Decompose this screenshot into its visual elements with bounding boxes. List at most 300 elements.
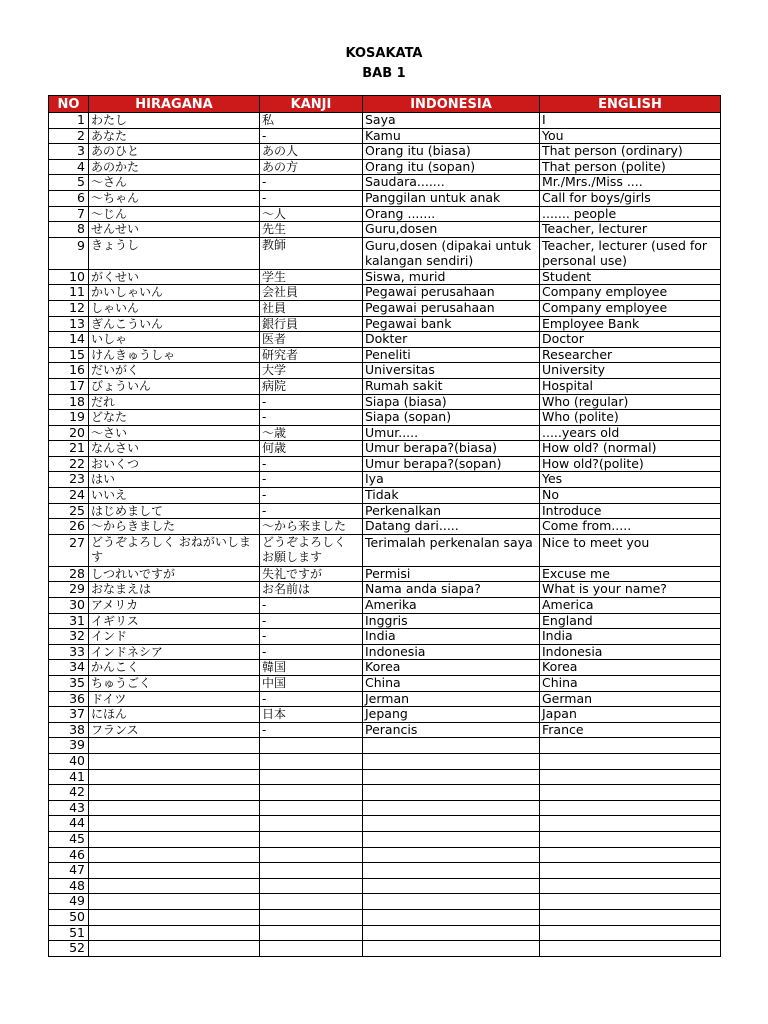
- cell-indonesia: [363, 847, 540, 863]
- cell-no: 13: [49, 316, 89, 332]
- table-row: [49, 503, 721, 519]
- cell-hiragana: [89, 863, 260, 879]
- cell-indonesia: Pegawai perusahaan: [363, 300, 540, 316]
- cell-indonesia: Orang itu (sopan): [363, 159, 540, 175]
- cell-kanji: [260, 847, 363, 863]
- cell-indonesia: Iya: [363, 472, 540, 488]
- cell-hiragana: だいがく: [89, 363, 260, 379]
- cell-hiragana: アメリカ: [89, 598, 260, 614]
- cell-english: Yes: [540, 472, 721, 488]
- cell-indonesia: Perancis: [363, 722, 540, 738]
- table-row: [49, 332, 721, 348]
- cell-hiragana: がくせい: [89, 269, 260, 285]
- cell-indonesia: [363, 831, 540, 847]
- cell-kanji: あの人: [260, 144, 363, 160]
- cell-english: [540, 785, 721, 801]
- header-indonesia: INDONESIA: [363, 96, 540, 113]
- document-title: KOSAKATA: [345, 46, 423, 61]
- cell-no: 30: [49, 598, 89, 614]
- cell-english: England: [540, 613, 721, 629]
- table-row: [49, 347, 721, 363]
- cell-kanji: -: [260, 644, 363, 660]
- cell-hiragana: けんきゅうしゃ: [89, 347, 260, 363]
- cell-hiragana: [89, 878, 260, 894]
- cell-no: 29: [49, 582, 89, 598]
- cell-no: 11: [49, 285, 89, 301]
- table-header: [49, 96, 721, 113]
- cell-hiragana: かんこく: [89, 660, 260, 676]
- cell-no: 1: [49, 113, 89, 129]
- cell-english: [540, 738, 721, 754]
- cell-hiragana: はい: [89, 472, 260, 488]
- cell-english: Come from.....: [540, 519, 721, 535]
- cell-kanji: あの方: [260, 159, 363, 175]
- cell-english: You: [540, 128, 721, 144]
- cell-english: Teacher, lecturer (used for personal use): [540, 237, 721, 269]
- cell-indonesia: Siapa (biasa): [363, 394, 540, 410]
- cell-kanji: 教師: [260, 237, 363, 269]
- table-row: [49, 941, 721, 957]
- cell-kanji: [260, 800, 363, 816]
- cell-kanji: 研究者: [260, 347, 363, 363]
- cell-kanji: [260, 769, 363, 785]
- cell-indonesia: Pegawai perusahaan: [363, 285, 540, 301]
- cell-english: Call for boys/girls: [540, 190, 721, 206]
- table-row: [49, 816, 721, 832]
- document-header: [0, 44, 768, 84]
- cell-english: Student: [540, 269, 721, 285]
- cell-english: India: [540, 629, 721, 645]
- cell-english: What is your name?: [540, 582, 721, 598]
- cell-no: 33: [49, 644, 89, 660]
- cell-indonesia: Inggris: [363, 613, 540, 629]
- cell-indonesia: Siapa (sopan): [363, 410, 540, 426]
- cell-indonesia: [363, 909, 540, 925]
- cell-no: 5: [49, 175, 89, 191]
- cell-indonesia: Permisi: [363, 566, 540, 582]
- cell-indonesia: [363, 941, 540, 957]
- table-row: [49, 894, 721, 910]
- cell-english: [540, 925, 721, 941]
- cell-english: [540, 863, 721, 879]
- cell-indonesia: Dokter: [363, 332, 540, 348]
- cell-kanji: -: [260, 410, 363, 426]
- cell-hiragana: おいくつ: [89, 456, 260, 472]
- table-row: [49, 222, 721, 238]
- table-row: [49, 582, 721, 598]
- table-row: [49, 566, 721, 582]
- table-row: [49, 128, 721, 144]
- cell-kanji: 先生: [260, 222, 363, 238]
- cell-english: [540, 816, 721, 832]
- cell-kanji: -: [260, 456, 363, 472]
- cell-no: 34: [49, 660, 89, 676]
- cell-hiragana: ドイツ: [89, 691, 260, 707]
- cell-indonesia: [363, 878, 540, 894]
- cell-hiragana: だれ: [89, 394, 260, 410]
- cell-no: 14: [49, 332, 89, 348]
- cell-english: That person (ordinary): [540, 144, 721, 160]
- table-row: [49, 722, 721, 738]
- document-subtitle: BAB 1: [362, 66, 406, 81]
- cell-hiragana: わたし: [89, 113, 260, 129]
- cell-hiragana: あのかた: [89, 159, 260, 175]
- cell-english: I: [540, 113, 721, 129]
- cell-indonesia: Perkenalkan: [363, 503, 540, 519]
- cell-kanji: 韓国: [260, 660, 363, 676]
- cell-hiragana: おなまえは: [89, 582, 260, 598]
- cell-no: 12: [49, 300, 89, 316]
- table-row: [49, 863, 721, 879]
- cell-no: 15: [49, 347, 89, 363]
- cell-kanji: 何歳: [260, 441, 363, 457]
- cell-no: 40: [49, 753, 89, 769]
- cell-kanji: -: [260, 488, 363, 504]
- table-row: [49, 847, 721, 863]
- cell-kanji: -: [260, 175, 363, 191]
- cell-english: Company employee: [540, 285, 721, 301]
- table-row: [49, 190, 721, 206]
- table-row: [49, 691, 721, 707]
- cell-indonesia: [363, 753, 540, 769]
- cell-hiragana: フランス: [89, 722, 260, 738]
- cell-english: China: [540, 676, 721, 692]
- cell-hiragana: [89, 738, 260, 754]
- cell-hiragana: なんさい: [89, 441, 260, 457]
- cell-hiragana: [89, 909, 260, 925]
- cell-hiragana: きょうし: [89, 237, 260, 269]
- cell-no: 17: [49, 378, 89, 394]
- cell-indonesia: Indonesia: [363, 644, 540, 660]
- cell-english: Introduce: [540, 503, 721, 519]
- cell-indonesia: Jerman: [363, 691, 540, 707]
- table-row: [49, 378, 721, 394]
- cell-indonesia: [363, 925, 540, 941]
- table-row: [49, 300, 721, 316]
- cell-kanji: ～人: [260, 206, 363, 222]
- cell-no: 7: [49, 206, 89, 222]
- cell-indonesia: Tidak: [363, 488, 540, 504]
- cell-english: [540, 909, 721, 925]
- cell-no: 10: [49, 269, 89, 285]
- table-row: [49, 144, 721, 160]
- cell-indonesia: Universitas: [363, 363, 540, 379]
- cell-no: 24: [49, 488, 89, 504]
- cell-english: [540, 941, 721, 957]
- cell-kanji: -: [260, 190, 363, 206]
- cell-no: 43: [49, 800, 89, 816]
- cell-kanji: 私: [260, 113, 363, 129]
- table-row: [49, 316, 721, 332]
- cell-english: Nice to meet you: [540, 534, 721, 566]
- cell-kanji: [260, 941, 363, 957]
- cell-no: 22: [49, 456, 89, 472]
- cell-kanji: 社員: [260, 300, 363, 316]
- header-row: [49, 96, 721, 113]
- table-row: [49, 707, 721, 723]
- cell-kanji: 日本: [260, 707, 363, 723]
- cell-english: German: [540, 691, 721, 707]
- cell-indonesia: Saya: [363, 113, 540, 129]
- cell-hiragana: せんせい: [89, 222, 260, 238]
- cell-english: Doctor: [540, 332, 721, 348]
- cell-no: 36: [49, 691, 89, 707]
- cell-english: Excuse me: [540, 566, 721, 582]
- cell-indonesia: Rumah sakit: [363, 378, 540, 394]
- cell-indonesia: Umur berapa?(biasa): [363, 441, 540, 457]
- cell-hiragana: あなた: [89, 128, 260, 144]
- cell-indonesia: Guru,dosen: [363, 222, 540, 238]
- table-row: [49, 613, 721, 629]
- table-row: [49, 925, 721, 941]
- cell-english: America: [540, 598, 721, 614]
- table-row: [49, 738, 721, 754]
- cell-indonesia: Umur berapa?(sopan): [363, 456, 540, 472]
- cell-english: University: [540, 363, 721, 379]
- cell-indonesia: India: [363, 629, 540, 645]
- table-row: [49, 785, 721, 801]
- table-row: [49, 629, 721, 645]
- table-row: [49, 363, 721, 379]
- cell-indonesia: Guru,dosen (dipakai untuk kalangan sendiri): [363, 237, 540, 269]
- cell-english: Japan: [540, 707, 721, 723]
- table-row: [49, 410, 721, 426]
- table-row: [49, 175, 721, 191]
- table-row: [49, 159, 721, 175]
- cell-indonesia: Pegawai bank: [363, 316, 540, 332]
- cell-hiragana: [89, 753, 260, 769]
- vocabulary-table: [48, 95, 721, 957]
- cell-indonesia: Orang itu (biasa): [363, 144, 540, 160]
- cell-english: .....years old: [540, 425, 721, 441]
- cell-english: No: [540, 488, 721, 504]
- cell-no: 37: [49, 707, 89, 723]
- cell-no: 45: [49, 831, 89, 847]
- cell-no: 2: [49, 128, 89, 144]
- cell-indonesia: Amerika: [363, 598, 540, 614]
- cell-indonesia: Datang dari.....: [363, 519, 540, 535]
- cell-hiragana: インドネシア: [89, 644, 260, 660]
- cell-no: 25: [49, 503, 89, 519]
- cell-hiragana: しつれいですが: [89, 566, 260, 582]
- cell-english: Korea: [540, 660, 721, 676]
- cell-kanji: -: [260, 629, 363, 645]
- cell-kanji: [260, 909, 363, 925]
- cell-no: 39: [49, 738, 89, 754]
- cell-hiragana: ぎんこういん: [89, 316, 260, 332]
- table-row: [49, 113, 721, 129]
- header-no: NO: [49, 96, 89, 113]
- table-row: [49, 831, 721, 847]
- cell-hiragana: ちゅうごく: [89, 676, 260, 692]
- cell-indonesia: Panggilan untuk anak: [363, 190, 540, 206]
- table-row: [49, 237, 721, 269]
- table-row: [49, 909, 721, 925]
- cell-english: Mr./Mrs./Miss ....: [540, 175, 721, 191]
- cell-indonesia: Kamu: [363, 128, 540, 144]
- cell-english: How old?(polite): [540, 456, 721, 472]
- cell-hiragana: びょういん: [89, 378, 260, 394]
- cell-no: 26: [49, 519, 89, 535]
- cell-no: 23: [49, 472, 89, 488]
- cell-hiragana: [89, 816, 260, 832]
- cell-hiragana: ～さん: [89, 175, 260, 191]
- cell-hiragana: ～さい: [89, 425, 260, 441]
- table-row: [49, 394, 721, 410]
- cell-indonesia: [363, 800, 540, 816]
- cell-indonesia: [363, 738, 540, 754]
- cell-kanji: [260, 831, 363, 847]
- table-row: [49, 456, 721, 472]
- cell-no: 20: [49, 425, 89, 441]
- cell-kanji: -: [260, 394, 363, 410]
- table-row: [49, 425, 721, 441]
- cell-hiragana: どうぞよろしく おねがいします: [89, 534, 260, 566]
- header-english: ENGLISH: [540, 96, 721, 113]
- cell-indonesia: [363, 769, 540, 785]
- table-row: [49, 488, 721, 504]
- cell-kanji: [260, 878, 363, 894]
- cell-english: Employee Bank: [540, 316, 721, 332]
- table-row: [49, 206, 721, 222]
- cell-hiragana: あのひと: [89, 144, 260, 160]
- cell-kanji: -: [260, 691, 363, 707]
- table-row: [49, 660, 721, 676]
- table-row: [49, 676, 721, 692]
- cell-hiragana: [89, 894, 260, 910]
- cell-hiragana: かいしゃいん: [89, 285, 260, 301]
- cell-indonesia: [363, 785, 540, 801]
- cell-hiragana: いしゃ: [89, 332, 260, 348]
- cell-indonesia: Orang .......: [363, 206, 540, 222]
- cell-no: 44: [49, 816, 89, 832]
- cell-kanji: [260, 863, 363, 879]
- cell-no: 35: [49, 676, 89, 692]
- cell-hiragana: インド: [89, 629, 260, 645]
- cell-no: 21: [49, 441, 89, 457]
- table-row: [49, 878, 721, 894]
- cell-no: 3: [49, 144, 89, 160]
- cell-no: 8: [49, 222, 89, 238]
- cell-no: 41: [49, 769, 89, 785]
- cell-indonesia: Korea: [363, 660, 540, 676]
- table-row: [49, 769, 721, 785]
- cell-hiragana: [89, 769, 260, 785]
- table-row: [49, 441, 721, 457]
- cell-kanji: 失礼ですが: [260, 566, 363, 582]
- cell-no: 18: [49, 394, 89, 410]
- cell-kanji: 会社員: [260, 285, 363, 301]
- cell-english: [540, 878, 721, 894]
- cell-english: France: [540, 722, 721, 738]
- cell-english: [540, 753, 721, 769]
- cell-indonesia: Nama anda siapa?: [363, 582, 540, 598]
- cell-no: 27: [49, 534, 89, 566]
- cell-english: [540, 831, 721, 847]
- cell-kanji: -: [260, 503, 363, 519]
- table-row: [49, 644, 721, 660]
- cell-no: 51: [49, 925, 89, 941]
- table-row: [49, 269, 721, 285]
- cell-hiragana: [89, 785, 260, 801]
- cell-english: [540, 847, 721, 863]
- table-row: [49, 519, 721, 535]
- cell-no: 52: [49, 941, 89, 957]
- cell-indonesia: [363, 894, 540, 910]
- cell-no: 6: [49, 190, 89, 206]
- cell-no: 32: [49, 629, 89, 645]
- table-body: [49, 113, 721, 957]
- cell-no: 48: [49, 878, 89, 894]
- cell-no: 4: [49, 159, 89, 175]
- cell-indonesia: Terimalah perkenalan saya: [363, 534, 540, 566]
- cell-indonesia: China: [363, 676, 540, 692]
- cell-english: [540, 894, 721, 910]
- cell-kanji: 医者: [260, 332, 363, 348]
- cell-indonesia: Saudara.......: [363, 175, 540, 191]
- cell-english: Company employee: [540, 300, 721, 316]
- cell-no: 28: [49, 566, 89, 582]
- cell-kanji: 銀行員: [260, 316, 363, 332]
- table-row: [49, 285, 721, 301]
- cell-hiragana: ～からきました: [89, 519, 260, 535]
- cell-kanji: -: [260, 598, 363, 614]
- cell-no: 19: [49, 410, 89, 426]
- cell-indonesia: [363, 863, 540, 879]
- cell-kanji: -: [260, 128, 363, 144]
- cell-kanji: [260, 925, 363, 941]
- cell-english: Researcher: [540, 347, 721, 363]
- cell-hiragana: にほん: [89, 707, 260, 723]
- cell-no: 46: [49, 847, 89, 863]
- cell-hiragana: [89, 925, 260, 941]
- cell-hiragana: しゃいん: [89, 300, 260, 316]
- cell-hiragana: [89, 847, 260, 863]
- table-row: [49, 753, 721, 769]
- cell-english: Who (polite): [540, 410, 721, 426]
- table-row: [49, 472, 721, 488]
- cell-no: 49: [49, 894, 89, 910]
- cell-kanji: -: [260, 472, 363, 488]
- cell-kanji: ～から来ました: [260, 519, 363, 535]
- cell-no: 9: [49, 237, 89, 269]
- cell-kanji: どうぞよろしく お願します: [260, 534, 363, 566]
- header-kanji: KANJI: [260, 96, 363, 113]
- cell-hiragana: ～じん: [89, 206, 260, 222]
- cell-kanji: [260, 894, 363, 910]
- cell-english: ....... people: [540, 206, 721, 222]
- table-row: [49, 800, 721, 816]
- cell-indonesia: Jepang: [363, 707, 540, 723]
- cell-english: Who (regular): [540, 394, 721, 410]
- cell-kanji: 病院: [260, 378, 363, 394]
- cell-indonesia: [363, 816, 540, 832]
- cell-indonesia: Umur.....: [363, 425, 540, 441]
- cell-english: [540, 800, 721, 816]
- cell-no: 31: [49, 613, 89, 629]
- cell-hiragana: [89, 800, 260, 816]
- cell-english: That person (polite): [540, 159, 721, 175]
- cell-hiragana: いいえ: [89, 488, 260, 504]
- cell-no: 47: [49, 863, 89, 879]
- header-hiragana: HIRAGANA: [89, 96, 260, 113]
- cell-english: [540, 769, 721, 785]
- table-row: [49, 598, 721, 614]
- cell-kanji: -: [260, 613, 363, 629]
- cell-no: 38: [49, 722, 89, 738]
- cell-kanji: [260, 785, 363, 801]
- cell-kanji: -: [260, 722, 363, 738]
